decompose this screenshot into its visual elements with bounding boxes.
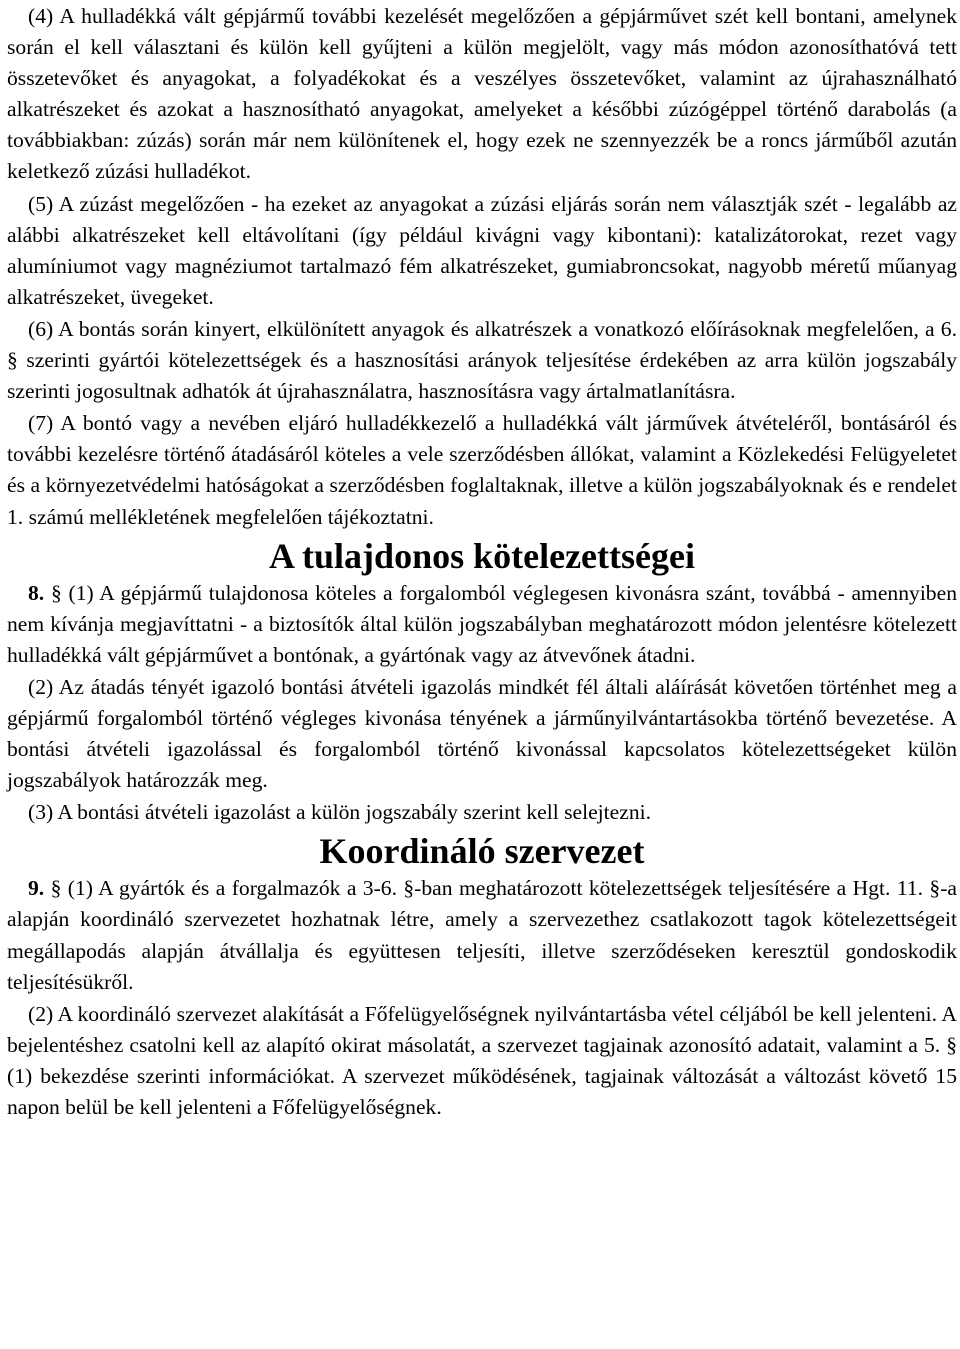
section-9-number: 9. bbox=[28, 876, 45, 901]
section-9-paragraph-2: (2) A koordináló szervezet alakítását a Főfelügyelőségnek nyilvántartásba vétel céljából be kell jelenteni. A bejelentéshez csatolni kell az alapító okirat másolatát, a szervezet tagjainak azonosító adatait, valamint a 5. § (1) bekezdése szerinti információkat. A szervezet működésének, tagjainak változását a változást követő 15 napon belül be kell jelenteni a Főfelügyelőségnek. bbox=[7, 1001, 957, 1119]
paragraph-7: (7) A bontó vagy a nevében eljáró hulladékkezelő a hulladékká vált járművek átvételéről, bontásáról és további kezelésre történő átadásáról köteles a vele szerződésben állókat, valamint a Közlekedési Felügyeletet és a környezetvédelmi hatóságokat a szerződésben foglaltaknak, illetve a külön jogszabályoknak és e rendelet 1. számú mellékletének megfelelően tájékoztatni. bbox=[7, 411, 957, 529]
section-8-paragraph-2: (2) Az átadás tényét igazoló bontási átvételi igazolás mindkét fél általi aláírását követően történhet meg a gépjármű forgalomból történő végleges kivonása tényének a járműnyilvántartásokba történő bevezetése. A bontási átvételi igazolással és forgalomból történő kivonással kapcsolatos kötelezettségeket külön jogszabályok határozzák meg. bbox=[7, 674, 957, 793]
paragraph-6: (6) A bontás során kinyert, elkülönített anyagok és alkatrészek a vonatkozó előírásoknak megfelelően, a 6. § szerinti gyártói kötelezettségek és a hasznosítási arányok teljesítése érdekében az arra külön jogszabály szerinti jogosultnak adhatók át újrahasználatra, hasznosításra vagy ártalmatlanításra. bbox=[7, 316, 957, 404]
section-8-number: 8. bbox=[28, 580, 45, 605]
document-page bbox=[7, 0, 957, 1123]
section-8-paragraph-1 bbox=[7, 577, 957, 671]
paragraph-4: (4) A hulladékká vált gépjármű további kezelését megelőzően a gépjárművet szét kell bontani, amelynek során el kell választani és külön kell gyűjteni a külön megjelölt, vagy más módon azonosíthatóvá tett összetevőket és anyagokat, a folyadékokat és a veszélyes összetevőket, valamint az újrahasználható alkatrészeket és azokat a hasznosítható anyagokat, amelyeket a későbbi zúzógéppel történő darabolás (a továbbiakban: zúzás) során már nem különítenek el, hogy ezek ne szennyezzék be a roncs járműből azután keletkező zúzási hulladékot. bbox=[7, 4, 957, 184]
heading-owner-obligations: A tulajdonos kötelezettségei bbox=[269, 535, 695, 576]
paragraph-5: (5) A zúzást megelőzően - ha ezeket az anyagokat a zúzási eljárás során nem választják szét - legalább az alábbi alkatrészeket kell eltávolítani (így például kivágni vagy kibontani): katalizátorokat, rezet vagy alumíniumot vagy magnéziumot tartalmazó fém alkatrészeket, gumiabroncsokat, nagyobb méretű műanyag alkatrészeket, üvegeket. bbox=[7, 191, 957, 309]
section-8-paragraph-3: (3) A bontási átvételi igazolást a külön jogszabály szerint kell selejtezni. bbox=[28, 800, 652, 825]
section-8-paragraph-1-text: § (1) A gépjármű tulajdonosa köteles a forgalomból véglegesen kivonásra szánt, továbbá - amennyiben nem kívánja megjavíttatni - a biztosítók által külön jogszabályban meghatározott módon jelentésre kötelezett hulladékká vált gépjárművet a bontónak, a gyártónak vagy az átvevőnek átadni. bbox=[7, 580, 957, 667]
section-9-paragraph-1 bbox=[7, 872, 957, 997]
section-9-paragraph-1-text: § (1) A gyártók és a forgalmazók a 3-6. §-ban meghatározott kötelezettségek teljesítésére a Hgt. 11. §-a alapján koordináló szervezetet hozhatnak létre, amely a szervezethez csatlakozott tagok kötelezettségeit megállapodás alapján átvállalja és együttesen teljesíti, illetve szerződéseken keresztül gondoskodik teljesítésükről. bbox=[7, 876, 957, 994]
heading-coordinating-organization: Koordináló szervezet bbox=[319, 831, 645, 872]
